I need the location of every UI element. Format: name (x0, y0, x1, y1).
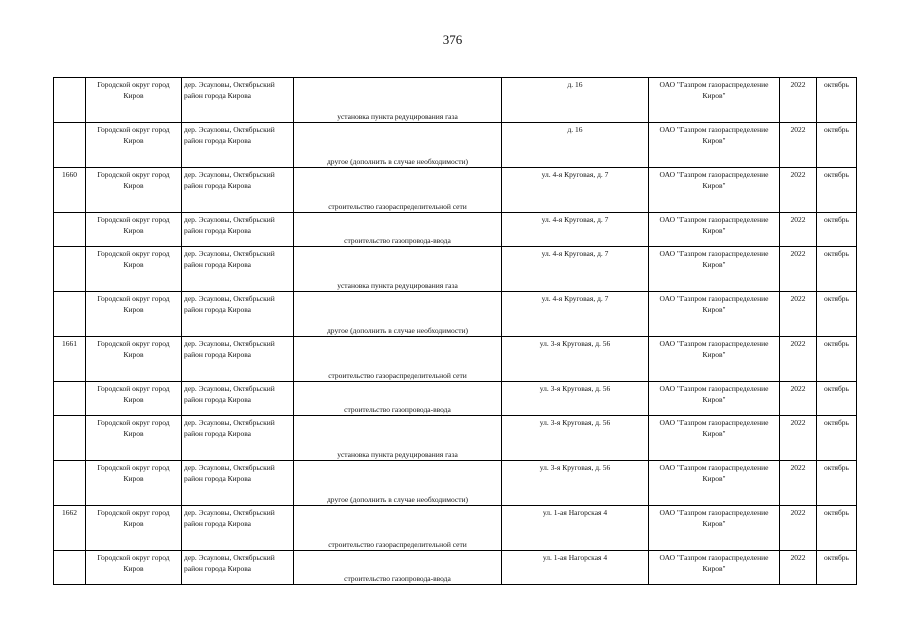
work-type-cell: строительство газораспределительной сети (294, 506, 502, 551)
month-cell: октябрь (817, 337, 857, 382)
organization-cell: ОАО "Газпром газораспределение Киров" (649, 213, 780, 247)
address-cell: ул. 4-я Круговая, д. 7 (502, 292, 649, 337)
work-type-cell: установка пункта редуцирования газа (294, 416, 502, 461)
locality-cell: дер. Эсауловы, Октябрьский район города Кирова (182, 461, 294, 506)
municipality-cell: Городской округ город Киров (86, 247, 182, 292)
work-type-cell: строительство газопровода-ввода (294, 551, 502, 585)
locality-cell: дер. Эсауловы, Октябрьский район города Кирова (182, 382, 294, 416)
month-cell: октябрь (817, 247, 857, 292)
work-type-cell: установка пункта редуцирования газа (294, 78, 502, 123)
table-row (54, 551, 857, 585)
organization-cell: ОАО "Газпром газораспределение Киров" (649, 461, 780, 506)
municipality-cell: Городской округ город Киров (86, 168, 182, 213)
year-cell: 2022 (780, 292, 817, 337)
organization-cell: ОАО "Газпром газораспределение Киров" (649, 551, 780, 585)
year-cell: 2022 (780, 337, 817, 382)
municipality-cell: Городской округ город Киров (86, 506, 182, 551)
address-cell: д. 16 (502, 123, 649, 168)
work-type-cell: строительство газораспределительной сети (294, 337, 502, 382)
locality-cell: дер. Эсауловы, Октябрьский район города Кирова (182, 506, 294, 551)
municipality-cell: Городской округ город Киров (86, 416, 182, 461)
year-cell: 2022 (780, 78, 817, 123)
year-cell: 2022 (780, 416, 817, 461)
year-cell: 2022 (780, 247, 817, 292)
work-type-cell: другое (дополнить в случае необходимости) (294, 292, 502, 337)
organization-cell: ОАО "Газпром газораспределение Киров" (649, 382, 780, 416)
month-cell: октябрь (817, 382, 857, 416)
work-type-cell: другое (дополнить в случае необходимости) (294, 461, 502, 506)
table-row (54, 213, 857, 247)
table-row (54, 416, 857, 461)
row-number (54, 551, 86, 585)
row-number: 1660 (54, 168, 86, 213)
address-cell: ул. 3-я Круговая, д. 56 (502, 416, 649, 461)
month-cell: октябрь (817, 506, 857, 551)
municipality-cell: Городской округ город Киров (86, 551, 182, 585)
table-row (54, 382, 857, 416)
row-number (54, 213, 86, 247)
municipality-cell: Городской округ город Киров (86, 78, 182, 123)
organization-cell: ОАО "Газпром газораспределение Киров" (649, 168, 780, 213)
organization-cell: ОАО "Газпром газораспределение Киров" (649, 416, 780, 461)
organization-cell: ОАО "Газпром газораспределение Киров" (649, 292, 780, 337)
locality-cell: дер. Эсауловы, Октябрьский район города Кирова (182, 292, 294, 337)
year-cell: 2022 (780, 213, 817, 247)
municipality-cell: Городской округ город Киров (86, 382, 182, 416)
organization-cell: ОАО "Газпром газораспределение Киров" (649, 123, 780, 168)
month-cell: октябрь (817, 123, 857, 168)
address-cell: ул. 4-я Круговая, д. 7 (502, 247, 649, 292)
locality-cell: дер. Эсауловы, Октябрьский район города Кирова (182, 168, 294, 213)
locality-cell: дер. Эсауловы, Октябрьский район города Кирова (182, 337, 294, 382)
address-cell: ул. 1-ая Нагорская 4 (502, 551, 649, 585)
locality-cell: дер. Эсауловы, Октябрьский район города Кирова (182, 247, 294, 292)
month-cell: октябрь (817, 461, 857, 506)
municipality-cell: Городской округ город Киров (86, 213, 182, 247)
month-cell: октябрь (817, 213, 857, 247)
locality-cell: дер. Эсауловы, Октябрьский район города Кирова (182, 78, 294, 123)
organization-cell: ОАО "Газпром газораспределение Киров" (649, 247, 780, 292)
work-type-cell: другое (дополнить в случае необходимости) (294, 123, 502, 168)
table-row (54, 168, 857, 213)
schedule-table (53, 77, 857, 585)
month-cell: октябрь (817, 292, 857, 337)
address-cell: ул. 3-я Круговая, д. 56 (502, 337, 649, 382)
row-number (54, 247, 86, 292)
table-row (54, 506, 857, 551)
locality-cell: дер. Эсауловы, Октябрьский район города Кирова (182, 213, 294, 247)
table-row (54, 292, 857, 337)
row-number (54, 292, 86, 337)
address-cell: ул. 3-я Круговая, д. 56 (502, 382, 649, 416)
table-row (54, 78, 857, 123)
organization-cell: ОАО "Газпром газораспределение Киров" (649, 337, 780, 382)
month-cell: октябрь (817, 416, 857, 461)
year-cell: 2022 (780, 382, 817, 416)
row-number (54, 78, 86, 123)
organization-cell: ОАО "Газпром газораспределение Киров" (649, 506, 780, 551)
address-cell: ул. 1-ая Нагорская 4 (502, 506, 649, 551)
table-row (54, 337, 857, 382)
address-cell: ул. 4-я Круговая, д. 7 (502, 168, 649, 213)
work-type-cell: строительство газораспределительной сети (294, 168, 502, 213)
address-cell: ул. 3-я Круговая, д. 56 (502, 461, 649, 506)
month-cell: октябрь (817, 551, 857, 585)
page-number: 376 (442, 32, 463, 47)
row-number (54, 123, 86, 168)
year-cell: 2022 (780, 123, 817, 168)
organization-cell: ОАО "Газпром газораспределение Киров" (649, 78, 780, 123)
table-row (54, 461, 857, 506)
table-row (54, 247, 857, 292)
locality-cell: дер. Эсауловы, Октябрьский район города Кирова (182, 551, 294, 585)
row-number (54, 461, 86, 506)
municipality-cell: Городской округ город Киров (86, 123, 182, 168)
municipality-cell: Городской округ город Киров (86, 461, 182, 506)
municipality-cell: Городской округ город Киров (86, 337, 182, 382)
work-type-cell: строительство газопровода-ввода (294, 213, 502, 247)
locality-cell: дер. Эсауловы, Октябрьский район города Кирова (182, 416, 294, 461)
row-number: 1662 (54, 506, 86, 551)
month-cell: октябрь (817, 78, 857, 123)
municipality-cell: Городской округ город Киров (86, 292, 182, 337)
year-cell: 2022 (780, 461, 817, 506)
year-cell: 2022 (780, 506, 817, 551)
address-cell: ул. 4-я Круговая, д. 7 (502, 213, 649, 247)
locality-cell: дер. Эсауловы, Октябрьский район города Кирова (182, 123, 294, 168)
row-number (54, 382, 86, 416)
year-cell: 2022 (780, 168, 817, 213)
year-cell: 2022 (780, 551, 817, 585)
row-number: 1661 (54, 337, 86, 382)
address-cell: д. 16 (502, 78, 649, 123)
work-type-cell: установка пункта редуцирования газа (294, 247, 502, 292)
table-row (54, 123, 857, 168)
work-type-cell: строительство газопровода-ввода (294, 382, 502, 416)
row-number (54, 416, 86, 461)
month-cell: октябрь (817, 168, 857, 213)
